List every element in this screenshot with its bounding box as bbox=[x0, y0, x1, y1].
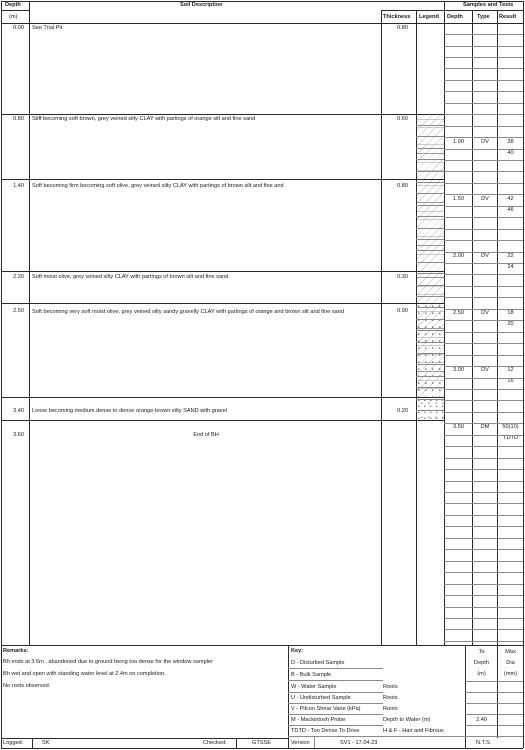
water-depth-value: 2.40 bbox=[476, 717, 487, 723]
sample-result: 46 bbox=[507, 207, 514, 213]
stratum-description: Stiff becoming soft brown, grey veined silty CLAY with partings of orange silt and fine sand bbox=[32, 116, 256, 122]
header-bottom-rule bbox=[1, 23, 523, 24]
stratum-description: Soft becoming firm becoming soft olive, grey veined silty CLAY with partings of brown silt and fine and bbox=[32, 183, 284, 189]
stratum-boundary-3.40 bbox=[1, 397, 444, 398]
samples-grid-row bbox=[444, 618, 523, 619]
key-row-rule bbox=[288, 692, 383, 693]
frame-right bbox=[523, 1, 524, 748]
remarks-line: Bh wet and open with standing water level at 2.4m on completion. bbox=[3, 671, 166, 677]
samples-grid-row bbox=[444, 46, 523, 47]
stratum-depth: 0.80 bbox=[13, 116, 24, 122]
key-line: D - Disturbed Sample bbox=[291, 660, 345, 666]
samples-grid-row bbox=[444, 229, 523, 230]
sample-result: 40 bbox=[507, 150, 514, 156]
samples-grid-row bbox=[444, 171, 523, 172]
sample-result: 24 bbox=[507, 264, 514, 270]
legend-grid-row bbox=[416, 387, 444, 388]
samples-grid-row bbox=[444, 378, 523, 379]
legend-grid-row bbox=[416, 399, 444, 400]
samples-grid-row bbox=[444, 584, 523, 585]
key-line: M - Mackintosh Probe bbox=[291, 717, 346, 723]
header-soil-description: Soil Description bbox=[180, 2, 223, 8]
samples-grid-row bbox=[444, 297, 523, 298]
stratum-thickness: 0.60 bbox=[397, 116, 408, 122]
samples-grid-row bbox=[444, 355, 523, 356]
footer-rule bbox=[1, 738, 288, 739]
stratum-description: Loose becoming medium dense to dense orange-brown silty SAND with gravel bbox=[32, 408, 227, 414]
sample-result: 50(10) bbox=[502, 424, 519, 430]
stratum-boundary-2.50 bbox=[1, 303, 444, 304]
stratum-depth: 3.40 bbox=[13, 408, 24, 414]
stratum-depth: 2.50 bbox=[13, 308, 24, 314]
roots-header-mm: (mm) bbox=[503, 671, 518, 677]
legend-grid-row bbox=[416, 410, 444, 411]
samples-grid-row bbox=[444, 309, 523, 310]
roots-row-rule bbox=[465, 725, 523, 726]
samples-grid-row bbox=[444, 538, 523, 539]
col-depth-divider bbox=[29, 1, 30, 645]
samples-grid-row bbox=[444, 80, 523, 81]
samples-grid-row bbox=[444, 629, 523, 630]
stratum-description: See Trial Pit bbox=[32, 25, 63, 31]
legend-grid-row bbox=[416, 136, 444, 137]
header-depth-unit: (m) bbox=[9, 14, 18, 20]
legend-grid-row bbox=[416, 376, 444, 377]
key-line: B - Bulk Sample bbox=[291, 672, 332, 678]
legend-grid-row bbox=[416, 148, 444, 149]
samples-grid-row bbox=[444, 595, 523, 596]
roots-label: Roots bbox=[383, 684, 398, 690]
samples-grid-row bbox=[444, 446, 523, 447]
samples-grid-row bbox=[444, 549, 523, 550]
logged-label: Logged: bbox=[3, 740, 24, 746]
header-type: Type bbox=[477, 14, 490, 20]
samples-grid-row bbox=[444, 114, 523, 115]
samples-grid-row bbox=[444, 252, 523, 253]
key-line: V - Pilcon Shear Vane (kPa) bbox=[291, 706, 361, 712]
stratum-thickness: 0.80 bbox=[397, 25, 408, 31]
sample-result: 42 bbox=[507, 196, 514, 202]
header-depth: Depth bbox=[5, 2, 21, 8]
key-line: U - Undisturbed Sample bbox=[291, 695, 351, 701]
sample-result: 20 bbox=[507, 321, 514, 327]
sample-depth: 3.50 bbox=[453, 424, 464, 430]
samples-grid-row bbox=[444, 481, 523, 482]
footer-divider bbox=[32, 738, 33, 748]
roots-row-rule bbox=[465, 714, 523, 715]
key-row-rule bbox=[288, 725, 383, 726]
roots-row-rule bbox=[465, 681, 523, 682]
key-line: W - Water Sample bbox=[291, 684, 337, 690]
remarks-line: No roots observed. bbox=[3, 683, 51, 689]
samples-grid-row bbox=[444, 469, 523, 470]
samples-grid-row bbox=[444, 57, 523, 58]
roots-header-m: (m) bbox=[477, 671, 486, 677]
samples-grid-row bbox=[444, 400, 523, 401]
stratum-description: Soft moist olive, grey veined silty CLAY with partings of brown silt and fine sand bbox=[32, 274, 229, 280]
legend-grid-row bbox=[416, 239, 444, 240]
samples-grid-row bbox=[444, 572, 523, 573]
legend-grid-row bbox=[416, 296, 444, 297]
legend-grid-row bbox=[416, 125, 444, 126]
stratum-description: Soft becoming very soft moist olive, grey veined silty sandy gravelly CLAY with partings of orange and brown silt and fine sand bbox=[32, 309, 344, 315]
samples-grid-row bbox=[444, 68, 523, 69]
samples-grid-row bbox=[444, 435, 523, 436]
samples-grid-row bbox=[444, 91, 523, 92]
samples-grid-row bbox=[444, 515, 523, 516]
nts-label: N.T.S. bbox=[476, 740, 492, 746]
roots-row-rule bbox=[465, 692, 523, 693]
header-result: Result bbox=[499, 14, 517, 20]
sample-type: DV bbox=[481, 196, 489, 202]
key-row-rule bbox=[288, 714, 383, 715]
frame-bottom bbox=[1, 748, 523, 749]
sample-result: 16 bbox=[507, 378, 514, 384]
samples-grid-row bbox=[444, 240, 523, 241]
samples-grid-row bbox=[444, 607, 523, 608]
samples-grid-row bbox=[444, 160, 523, 161]
water-depth-label: Depth to Water (m) bbox=[383, 717, 431, 723]
key-row-rule bbox=[288, 703, 383, 704]
stratum-boundary-0.80 bbox=[1, 114, 444, 115]
header-thickness: Thickness bbox=[383, 14, 411, 20]
samples-grid-row bbox=[444, 366, 523, 367]
samples-grid-row bbox=[444, 389, 523, 390]
legend-grid-row bbox=[416, 364, 444, 365]
version-value: SV1 - 17.04.23 bbox=[340, 740, 378, 746]
sample-result: 38 bbox=[507, 139, 514, 145]
legend-grid-row bbox=[416, 216, 444, 217]
hair-fibrous-label: H & F - Hair and Fibrous bbox=[383, 728, 444, 734]
samples-grid-row bbox=[444, 183, 523, 184]
stratum-boundary-1.40 bbox=[1, 179, 444, 180]
samples-grid-row bbox=[444, 332, 523, 333]
samples-grid-row bbox=[444, 641, 523, 642]
bottom-panel-rule bbox=[1, 645, 523, 646]
sample-result: 18 bbox=[507, 310, 514, 316]
stratum-boundary-3.60 bbox=[1, 420, 444, 421]
checked-label: Checked: bbox=[203, 740, 227, 746]
key-row-rule bbox=[288, 736, 523, 737]
header-sample-depth: Depth bbox=[447, 14, 463, 20]
legend-grid-row bbox=[416, 319, 444, 320]
version-divider bbox=[314, 736, 315, 748]
sample-type: DV bbox=[481, 139, 489, 145]
key-line: TDTD - Too Dense To Drive bbox=[291, 728, 360, 734]
stratum-depth: 3.60 bbox=[13, 432, 24, 438]
legend-grid-row bbox=[416, 273, 444, 274]
samples-grid-row bbox=[444, 561, 523, 562]
stratum-depth: 1.40 bbox=[13, 183, 24, 189]
sample-result: TDTD bbox=[503, 435, 518, 441]
samples-grid-row bbox=[444, 137, 523, 138]
sample-depth: 1.00 bbox=[453, 139, 464, 145]
roots-header-to: To bbox=[478, 649, 485, 655]
samples-header-rule bbox=[444, 10, 523, 11]
samples-grid-row bbox=[444, 34, 523, 35]
logged-value: SK bbox=[42, 740, 50, 746]
key-title: Key: bbox=[291, 648, 304, 654]
samples-grid-row bbox=[444, 458, 523, 459]
samples-grid-row bbox=[444, 217, 523, 218]
roots-label: Roots bbox=[383, 706, 398, 712]
sample-depth: 3.00 bbox=[453, 367, 464, 373]
legend-grid-row bbox=[416, 205, 444, 206]
legend-grid-row bbox=[416, 171, 444, 172]
stratum-boundary-2.20 bbox=[1, 271, 444, 272]
stratum-description: End of BH bbox=[193, 432, 219, 438]
legend-grid-row bbox=[416, 307, 444, 308]
legend-grid-row bbox=[416, 285, 444, 286]
legend-grid-row bbox=[416, 228, 444, 229]
legend-grid-row bbox=[416, 182, 444, 183]
legend-grid-row bbox=[416, 330, 444, 331]
legend-grid-row bbox=[416, 250, 444, 251]
header-samples-and-tests: Samples and Tests bbox=[463, 2, 514, 8]
sample-result: 22 bbox=[507, 253, 514, 259]
legend-grid-row bbox=[416, 353, 444, 354]
samples-grid-row bbox=[444, 149, 523, 150]
sample-type: DV bbox=[481, 310, 489, 316]
roots-row-rule bbox=[465, 703, 523, 704]
stratum-thickness: 0.20 bbox=[397, 408, 408, 414]
remarks-key-divider bbox=[288, 645, 289, 748]
stratum-depth: 0.00 bbox=[13, 25, 24, 31]
sample-depth: 2.50 bbox=[453, 310, 464, 316]
roots-header-depth: Depth bbox=[474, 660, 489, 666]
sample-depth: 1.50 bbox=[453, 196, 464, 202]
samples-grid-row bbox=[444, 126, 523, 127]
samples-grid-row bbox=[444, 274, 523, 275]
roots-header-dia: Dia bbox=[506, 660, 515, 666]
samples-grid-row bbox=[444, 206, 523, 207]
stratum-thickness: 0.80 bbox=[397, 183, 408, 189]
samples-grid-row bbox=[444, 320, 523, 321]
stratum-depth: 2.20 bbox=[13, 274, 24, 280]
sample-depth: 2.00 bbox=[453, 253, 464, 259]
samples-grid-row bbox=[444, 492, 523, 493]
samples-grid-row bbox=[444, 263, 523, 264]
samples-grid-row bbox=[444, 103, 523, 104]
legend-grid-row bbox=[416, 342, 444, 343]
legend-sand bbox=[417, 398, 444, 420]
stratum-thickness: 0.90 bbox=[397, 308, 408, 314]
stratum-thickness: 0.30 bbox=[397, 274, 408, 280]
sample-result: 12 bbox=[507, 367, 514, 373]
samples-grid-row bbox=[444, 526, 523, 527]
key-row-rule bbox=[288, 668, 383, 669]
roots-label: Roots bbox=[383, 695, 398, 701]
version-label: Version bbox=[291, 740, 310, 746]
header-legend: Legend bbox=[419, 14, 439, 20]
samples-grid-row bbox=[444, 423, 523, 424]
checked-value: GTSSE bbox=[252, 740, 271, 746]
sample-type: DV bbox=[481, 367, 489, 373]
roots-header-max: Max bbox=[505, 649, 516, 655]
key-row-rule bbox=[288, 680, 383, 681]
legend-clay-3 bbox=[417, 272, 444, 303]
sample-type: DM bbox=[480, 424, 490, 430]
legend-grid-row bbox=[416, 193, 444, 194]
samples-grid-row bbox=[444, 412, 523, 413]
remarks-title: Remarks: bbox=[3, 648, 29, 654]
samples-grid-row bbox=[444, 343, 523, 344]
thk-header-rule bbox=[381, 10, 444, 11]
legend-grid-row bbox=[416, 159, 444, 160]
col-thickness-divider bbox=[381, 10, 382, 645]
sample-type: DV bbox=[481, 253, 489, 259]
samples-grid-row bbox=[444, 194, 523, 195]
legend-grid-row bbox=[416, 262, 444, 263]
samples-grid-row bbox=[444, 503, 523, 504]
footer-divider bbox=[236, 738, 237, 748]
depth-header-rule bbox=[1, 10, 29, 11]
remarks-line: Bh ends at 3.6m , abandoned due to ground being too dense for the window sampler bbox=[3, 659, 213, 665]
samples-grid-row bbox=[444, 286, 523, 287]
